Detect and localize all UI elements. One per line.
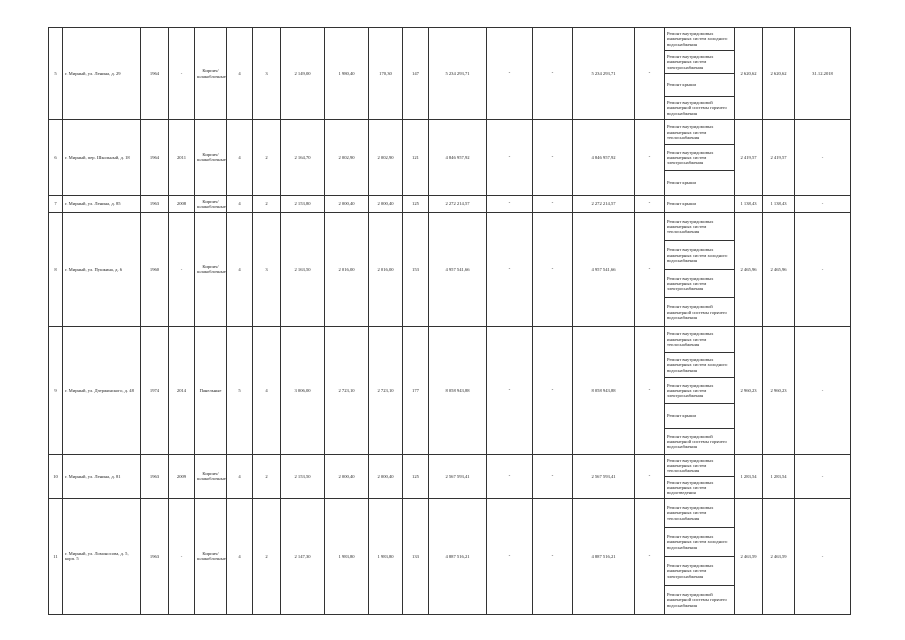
cost-fund-cell: - (487, 454, 533, 498)
area-total-cell: 2 164,70 (281, 120, 325, 196)
repair-work-cell: Ремонт крыши (665, 403, 735, 429)
completion-date-cell: 31.12.2018 (795, 28, 851, 120)
unit-cost-cell: 1 138,43 (735, 195, 763, 212)
floors-cell: 4 (227, 120, 253, 196)
wall-material-cell: Кирпич/ шлакоблочные (195, 120, 227, 196)
year-built-cell: 1964 (141, 120, 169, 196)
repair-work-cell: Ремонт внутридомовых инженерных систем холодного водоснабжения (665, 241, 735, 270)
area-living-cell: 1 983,80 (325, 498, 369, 614)
residents-cell: 125 (403, 454, 429, 498)
year-built-cell: 1974 (141, 326, 169, 454)
repair-work-cell: Ремонт внутридомовой инженерной системы горячего водоснабжения (665, 97, 735, 120)
area-private-cell: 1 983,80 (369, 498, 403, 614)
completion-date-cell: - (795, 120, 851, 196)
cost-budget-cell: - (533, 498, 573, 614)
repair-work-cell: Ремонт внутридомовых инженерных систем холодного водоснабжения (665, 352, 735, 378)
unit-cost-cell: 1 283,54 (735, 454, 763, 498)
completion-date-cell: - (795, 326, 851, 454)
table-row (49, 498, 851, 527)
entrances-cell: 4 (253, 326, 281, 454)
area-private-cell: 2 000,40 (369, 454, 403, 498)
floors-cell: 5 (227, 326, 253, 454)
year-reconstructed-cell: 2014 (169, 326, 195, 454)
cost-budget-cell: - (533, 454, 573, 498)
table-row (49, 326, 851, 352)
area-living-cell: 2 000,40 (325, 195, 369, 212)
area-living-cell: 2 002,90 (325, 120, 369, 196)
address-cell: г. Мирный, ул. Ленина, д. 29 (63, 28, 141, 120)
address-cell: г. Мирный, ул. Дзержинского, д. 48 (63, 326, 141, 454)
area-private-cell: 2 002,90 (369, 120, 403, 196)
max-unit-cost-cell: 1 283,54 (763, 454, 795, 498)
unit-cost-cell: 2 465,96 (735, 212, 763, 326)
address-cell: г. Мирный, ул. Ломоносова, д. 5, корп. 5 (63, 498, 141, 614)
wall-material-cell: Кирпич/ шлакоблочные (195, 212, 227, 326)
repair-work-cell: Ремонт крыши (665, 170, 735, 195)
cost-owners-cell: 5 234 293,71 (573, 28, 635, 120)
row-number-cell: 6 (49, 120, 63, 196)
residents-cell: 125 (403, 195, 429, 212)
year-built-cell: 1963 (141, 498, 169, 614)
address-cell: г. Мирный, пер. Школьный, д. 18 (63, 120, 141, 196)
entrances-cell: 2 (253, 195, 281, 212)
cost-other-cell: - (635, 454, 665, 498)
cost-owners-cell: 2 567 593,41 (573, 454, 635, 498)
cost-owners-cell: 4 887 516,21 (573, 498, 635, 614)
unit-cost-cell: 2 960,23 (735, 326, 763, 454)
repair-work-cell: Ремонт внутридомовых инженерных систем теплоснабжения (665, 454, 735, 476)
row-number-cell: 5 (49, 28, 63, 120)
table-row (49, 195, 851, 212)
floors-cell: 4 (227, 498, 253, 614)
repair-work-cell: Ремонт внутридомовых инженерных систем электроснабжения (665, 378, 735, 404)
cost-fund-cell: - (487, 498, 533, 614)
repair-work-cell: Ремонт крыши (665, 195, 735, 212)
area-private-cell: 2 000,40 (369, 195, 403, 212)
repair-work-cell: Ремонт внутридомовой инженерной системы горячего водоснабжения (665, 585, 735, 614)
repair-work-cell: Ремонт внутридомовых инженерных систем водоотведения (665, 476, 735, 498)
entrances-cell: 3 (253, 28, 281, 120)
max-unit-cost-cell: 2 463,59 (763, 498, 795, 614)
cost-other-cell: - (635, 212, 665, 326)
wall-material-cell: Кирпич/ шлакоблочные (195, 195, 227, 212)
year-reconstructed-cell: 2009 (169, 454, 195, 498)
address-cell: г. Мирный, ул. Ленина, д. 81 (63, 454, 141, 498)
address-cell: г. Мирный, ул. Ленина, д. 85 (63, 195, 141, 212)
cost-budget-cell: - (533, 28, 573, 120)
row-number-cell: 9 (49, 326, 63, 454)
cost-total-cell: 2 272 214,57 (429, 195, 487, 212)
row-number-cell: 11 (49, 498, 63, 614)
floors-cell: 4 (227, 195, 253, 212)
year-reconstructed-cell: - (169, 212, 195, 326)
cost-total-cell: 4 887 516,21 (429, 498, 487, 614)
area-living-cell: 2 000,40 (325, 454, 369, 498)
year-reconstructed-cell: - (169, 28, 195, 120)
residents-cell: 147 (403, 28, 429, 120)
table-row (49, 28, 851, 51)
repair-work-cell: Ремонт внутридомовых инженерных систем электроснабжения (665, 51, 735, 74)
cost-other-cell: - (635, 28, 665, 120)
wall-material-cell: Кирпич/ шлакоблочные (195, 28, 227, 120)
residents-cell: 121 (403, 120, 429, 196)
unit-cost-cell: 2 463,59 (735, 498, 763, 614)
year-reconstructed-cell: 2008 (169, 195, 195, 212)
repair-work-cell: Ремонт внутридомовых инженерных систем теплоснабжения (665, 498, 735, 527)
cost-owners-cell: 8 058 943,88 (573, 326, 635, 454)
area-private-cell: 2 016,00 (369, 212, 403, 326)
cost-fund-cell: - (487, 195, 533, 212)
year-built-cell: 1964 (141, 28, 169, 120)
repair-work-cell: Ремонт внутридомовых инженерных систем холодного водоснабжения (665, 28, 735, 51)
year-built-cell: 1963 (141, 195, 169, 212)
repair-work-cell: Ремонт внутридомовых инженерных систем теплоснабжения (665, 212, 735, 241)
floors-cell: 4 (227, 28, 253, 120)
repair-work-cell: Ремонт внутридомовой инженерной системы горячего водоснабжения (665, 298, 735, 327)
cost-other-cell: - (635, 195, 665, 212)
cost-other-cell: - (635, 498, 665, 614)
entrances-cell: 3 (253, 212, 281, 326)
max-unit-cost-cell: 1 138,43 (763, 195, 795, 212)
cost-fund-cell: - (487, 28, 533, 120)
area-private-cell: 170,30 (369, 28, 403, 120)
repair-work-cell: Ремонт внутридомовых инженерных систем электроснабжения (665, 269, 735, 298)
floors-cell: 4 (227, 212, 253, 326)
cost-owners-cell: 4 846 957,92 (573, 120, 635, 196)
area-total-cell: 2 147,30 (281, 498, 325, 614)
cost-fund-cell: - (487, 120, 533, 196)
floors-cell: 4 (227, 454, 253, 498)
repair-work-cell: Ремонт внутридомовых инженерных систем электроснабжения (665, 145, 735, 170)
cost-budget-cell: - (533, 326, 573, 454)
residents-cell: 133 (403, 498, 429, 614)
capital-repair-table (48, 27, 851, 615)
year-built-cell: 1963 (141, 454, 169, 498)
year-built-cell: 1960 (141, 212, 169, 326)
completion-date-cell: - (795, 195, 851, 212)
cost-total-cell: 5 234 293,71 (429, 28, 487, 120)
year-reconstructed-cell: 2011 (169, 120, 195, 196)
area-living-cell: 2 016,00 (325, 212, 369, 326)
area-total-cell: 3 006,00 (281, 326, 325, 454)
cost-total-cell: 4 957 541,66 (429, 212, 487, 326)
wall-material-cell: Кирпич/ шлакоблочные (195, 498, 227, 614)
unit-cost-cell: 2 419,57 (735, 120, 763, 196)
completion-date-cell: - (795, 212, 851, 326)
table-body (49, 28, 851, 615)
repair-work-cell: Ремонт крыши (665, 74, 735, 97)
entrances-cell: 2 (253, 120, 281, 196)
year-reconstructed-cell: - (169, 498, 195, 614)
cost-other-cell: - (635, 326, 665, 454)
entrances-cell: 2 (253, 498, 281, 614)
table-row (49, 454, 851, 476)
repair-work-cell: Ремонт внутридомовой инженерной системы горячего водоснабжения (665, 429, 735, 455)
repair-work-cell: Ремонт внутридомовых инженерных систем теплоснабжения (665, 326, 735, 352)
area-living-cell: 1 980,40 (325, 28, 369, 120)
table-row (49, 212, 851, 241)
wall-material-cell: Панельные (195, 326, 227, 454)
area-total-cell: 2 163,50 (281, 212, 325, 326)
repair-work-cell: Ремонт внутридомовых инженерных систем холодного водоснабжения (665, 527, 735, 556)
residents-cell: 177 (403, 326, 429, 454)
area-total-cell: 2 153,50 (281, 454, 325, 498)
cost-fund-cell: - (487, 326, 533, 454)
area-private-cell: 2 723,10 (369, 326, 403, 454)
repair-work-cell: Ремонт внутридомовых инженерных систем теплоснабжения (665, 120, 735, 145)
cost-other-cell: - (635, 120, 665, 196)
max-unit-cost-cell: 2 620,62 (763, 28, 795, 120)
completion-date-cell: - (795, 454, 851, 498)
row-number-cell: 7 (49, 195, 63, 212)
cost-budget-cell: - (533, 120, 573, 196)
area-living-cell: 2 723,10 (325, 326, 369, 454)
table-row (49, 120, 851, 145)
cost-total-cell: 4 846 957,92 (429, 120, 487, 196)
cost-budget-cell: - (533, 212, 573, 326)
row-number-cell: 10 (49, 454, 63, 498)
cost-budget-cell: - (533, 195, 573, 212)
entrances-cell: 2 (253, 454, 281, 498)
max-unit-cost-cell: 2 419,57 (763, 120, 795, 196)
cost-total-cell: 2 567 593,41 (429, 454, 487, 498)
cost-total-cell: 8 058 943,88 (429, 326, 487, 454)
unit-cost-cell: 2 620,62 (735, 28, 763, 120)
cost-owners-cell: 2 272 214,57 (573, 195, 635, 212)
cost-owners-cell: 4 957 541,66 (573, 212, 635, 326)
repair-work-cell: Ремонт внутридомовых инженерных систем электроснабжения (665, 556, 735, 585)
row-number-cell: 8 (49, 212, 63, 326)
max-unit-cost-cell: 2 960,23 (763, 326, 795, 454)
max-unit-cost-cell: 2 465,96 (763, 212, 795, 326)
cost-fund-cell: - (487, 212, 533, 326)
wall-material-cell: Кирпич/ шлакоблочные (195, 454, 227, 498)
completion-date-cell: - (795, 498, 851, 614)
residents-cell: 153 (403, 212, 429, 326)
area-total-cell: 2 153,80 (281, 195, 325, 212)
area-total-cell: 2 149,00 (281, 28, 325, 120)
address-cell: г. Мирный, ул. Пушкина, д. 6 (63, 212, 141, 326)
